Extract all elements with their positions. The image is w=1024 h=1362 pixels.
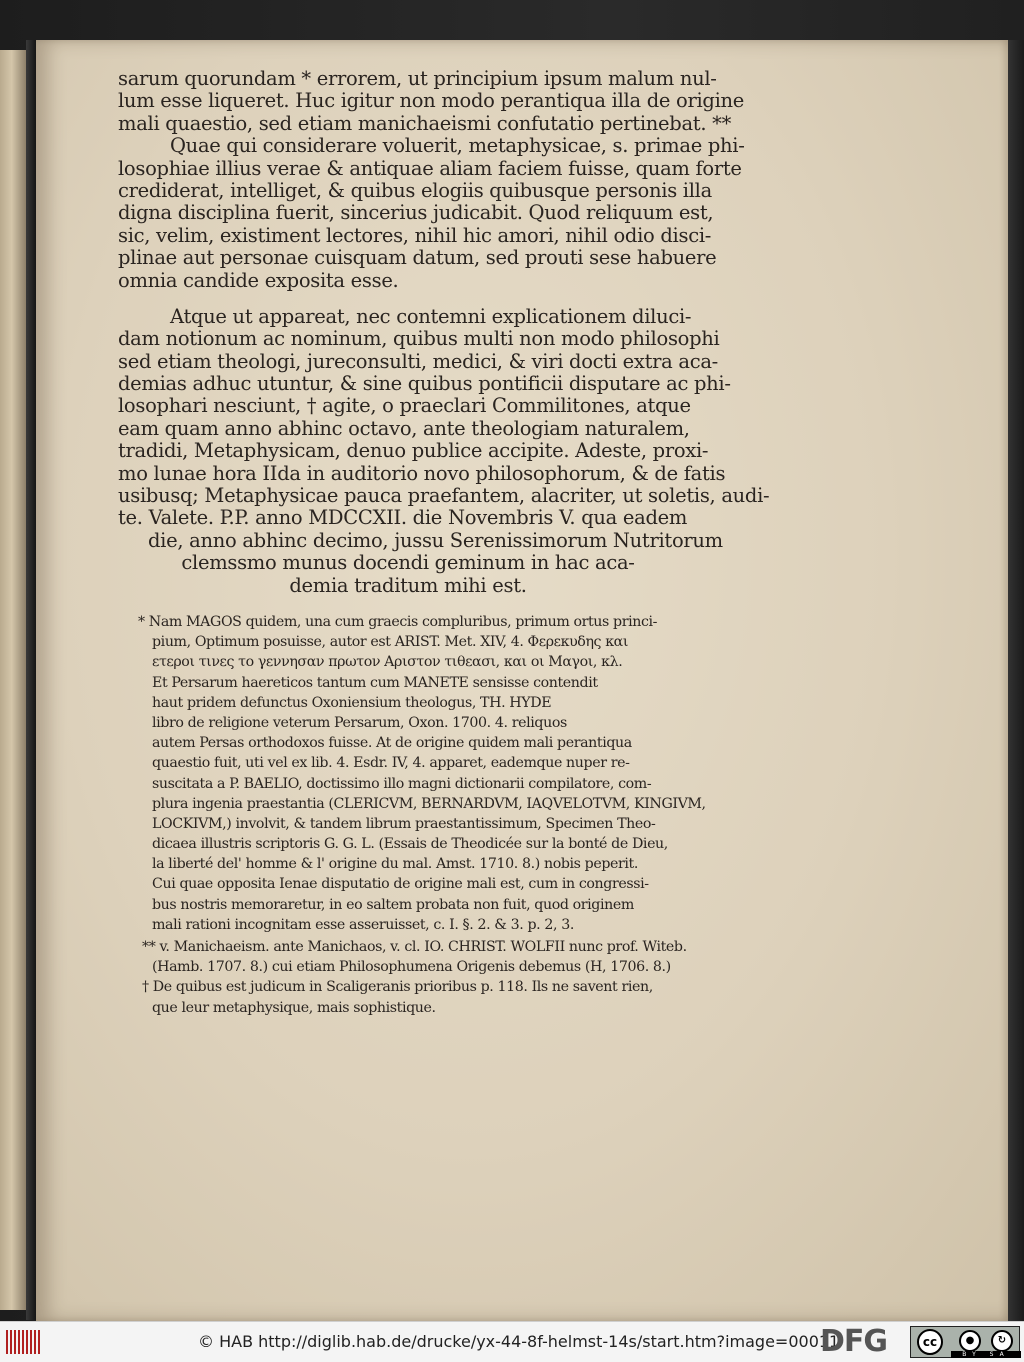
footnote-line: autem Persas orthodoxos fuisse. At de origine quidem mali perantiqua (152, 735, 632, 752)
footnote-line: † De quibus est judicum in Scaligeranis prioribus p. 118. Ils ne savent rien, (142, 979, 653, 996)
attribution-icon: ● (959, 1330, 981, 1352)
license-badge[interactable] (910, 1326, 1020, 1358)
license-labels: BY SA (951, 1351, 1021, 1358)
footnote-line: Cui quae opposita Ienae disputatio de origine mali est, cum in congressi- (152, 876, 649, 893)
share-alike-icon: ↻ (991, 1330, 1013, 1352)
footnote-line: (Hamb. 1707. 8.) cui etiam Philosophumena Origenis debemus (H, 1706. 8.) (152, 959, 671, 976)
footnote-line: ετεροι τινες το γεννησαν πρωτον Αριστον τιθεασι, και οι Μαγοι, κλ. (152, 654, 623, 671)
facing-page-edge (0, 50, 27, 1310)
footnote-line: * Nam MAGOS quidem, una cum graecis compluribus, primum ortus princi- (138, 614, 658, 630)
text-line: dam notionum ac nominum, quibus multi non modo philosophi (118, 327, 720, 351)
text-line: die, anno abhinc decimo, jussu Serenissimorum Nutritorum (148, 528, 723, 552)
text-line: mo lunae hora IIda in auditorio novo philosophorum, & de fatis (118, 461, 726, 485)
text-line: omnia candide exposita esse. (118, 268, 399, 292)
text-line: losophiae illius verae & antiquae aliam faciem fuisse, quam forte (118, 156, 742, 180)
text-line: sarum quorundam * errorem, ut principium ipsum malum nul- (118, 67, 717, 90)
footnote-line: suscitata a P. BAELIO, doctissimo illo magni dictionarii compilatore, com- (152, 775, 652, 792)
text-line: sic, velim, existiment lectores, nihil hic amori, nihil odio disci- (118, 223, 712, 247)
text-line: Atque ut appareat, nec contemni explicationem diluci- (170, 304, 692, 328)
text-line: tradidi, Metaphysicam, denuo publice accipite. Adeste, proxi- (118, 439, 709, 463)
footnote-line: la liberté del' homme & l' origine du mal. Amst. 1710. 8.) nobis peperit. (152, 856, 638, 873)
text-line: usibusq; Metaphysicae pauca praefantem, alacriter, ut soletis, audi- (118, 484, 770, 508)
text-line: demias adhuc utuntur, & sine quibus pontificii disputare ac phi- (118, 372, 731, 396)
footnote-line: LOCKIVM,) involvit, & tandem librum praestantissimum, Specimen Theo- (152, 815, 656, 832)
text-line: crediderat, intelliget, & quibus elogiis quibusque personis illa (118, 178, 712, 202)
text-line: digna disciplina fuerit, sincerius judicabit. Quod reliquum est, (118, 201, 714, 225)
footnote-line: mali rationi incognitam esse asseruisset, c. I. §. 2. & 3. p. 2, 3. (152, 916, 574, 933)
footnote-line: que leur metaphysique, mais sophistique. (152, 999, 436, 1016)
footnote-line: plura ingenia praestantia (CLERICVM, BERNARDVM, IAQVELOTVM, KINGIVM, (152, 795, 706, 812)
attribution-link[interactable]: © HAB http://diglib.hab.de/drucke/yx-44-8f-helmst-14s/start.htm?image=00011 (198, 1332, 840, 1351)
footnote-line: libro de religione veterum Persarum, Oxon. 1700. 4. reliquos (152, 714, 567, 731)
text-line: plinae aut personae cuisquam datum, sed prouti sese habuere (118, 246, 717, 270)
footnote-line: Et Persarum haereticos tantum cum MANETE sensisse contendit (152, 674, 598, 691)
footnote-line: ** v. Manichaeism. ante Manichaos, v. cl. IO. CHRIST. WOLFII nunc prof. Witeb. (142, 939, 687, 955)
footnote-line: dicaea illustris scriptoris G. G. L. (Essais de Theodicée sur la bonté de Dieu, (152, 836, 668, 853)
page-right-shadow (1008, 40, 1024, 1321)
paragraph-break (118, 292, 698, 306)
footnote-line: pium, Optimum posuisse, autor est ARIST. Met. XIV, 4. Φερεκυδης και (152, 634, 629, 651)
barcode-icon (6, 1330, 40, 1354)
text-line: eam quam anno abhinc octavo, ante theologiam naturalem, (118, 416, 690, 440)
text-line: sed etiam theologi, jureconsulti, medici, & viri docti extra aca- (118, 349, 718, 373)
footnote-line: quaestio fuit, uti vel ex lib. 4. Esdr. IV, 4. apparet, eademque nuper re- (152, 755, 630, 772)
footnote-line: haut pridem defunctus Oxoniensium theologus, TH. HYDE (152, 694, 552, 711)
footnote-line: bus nostris memoraretur, in eo saltem probata non fuit, quod originem (152, 896, 634, 913)
book-gutter (26, 40, 36, 1320)
text-line: clemssmo munus docendi geminum in hac aca- (181, 551, 635, 575)
text-line: lum esse liqueret. Huc igitur non modo perantiqua illa de origine (118, 89, 745, 113)
text-line: Quae qui considerare voluerit, metaphysicae, s. primae phi- (170, 134, 745, 158)
text-line: demia traditum mihi est. (289, 573, 527, 597)
text-line: mali quaestio, sed etiam manichaeismi confutatio pertinebat. ** (118, 111, 732, 135)
dfg-logo[interactable]: DFG (820, 1324, 888, 1359)
text-line: losophari nesciunt, † agite, o praeclari Commilitones, atque (118, 394, 691, 418)
footnotes-block (118, 612, 714, 1018)
creative-commons-icon: cc (917, 1329, 943, 1355)
main-text-block (118, 67, 770, 597)
text-line: te. Valete. P.P. anno MDCCXII. die Novembris V. qua eadem (118, 506, 688, 530)
viewer-footer (0, 1321, 1024, 1362)
